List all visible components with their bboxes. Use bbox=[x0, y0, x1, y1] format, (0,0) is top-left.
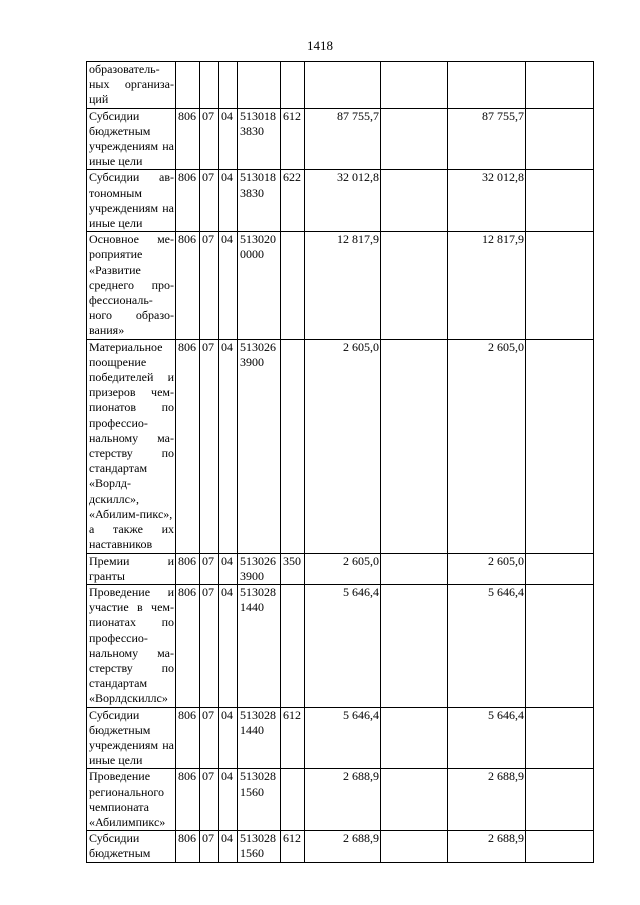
row-name: Проведение и участие в чем-пионатах по профессио-нальному ма-стерству по стандартам «Ворлдскиллс» bbox=[87, 584, 176, 707]
ministry-code: 806 bbox=[176, 170, 200, 232]
amount-total bbox=[305, 62, 381, 109]
article-code: 5130263900 bbox=[238, 553, 281, 584]
section-code: 07 bbox=[200, 170, 219, 232]
subsection-code: 04 bbox=[219, 831, 238, 863]
amount-federal bbox=[381, 831, 448, 863]
subsection-code: 04 bbox=[219, 707, 238, 769]
amount-federal bbox=[381, 170, 448, 232]
amount-federal bbox=[381, 769, 448, 831]
amount-regional: 2 605,0 bbox=[448, 339, 526, 553]
amount-total: 2 605,0 bbox=[305, 339, 381, 553]
amount-other bbox=[526, 170, 594, 232]
section-code: 07 bbox=[200, 584, 219, 707]
amount-other bbox=[526, 553, 594, 584]
section-code: 07 bbox=[200, 553, 219, 584]
ministry-code: 806 bbox=[176, 831, 200, 863]
table-row bbox=[87, 831, 594, 863]
amount-regional: 2 688,9 bbox=[448, 769, 526, 831]
amount-other bbox=[526, 707, 594, 769]
section-code: 07 bbox=[200, 707, 219, 769]
amount-federal bbox=[381, 108, 448, 170]
budget-table bbox=[86, 61, 594, 863]
subsection-code: 04 bbox=[219, 170, 238, 232]
ministry-code: 806 bbox=[176, 553, 200, 584]
section-code: 07 bbox=[200, 831, 219, 863]
expense-code: 612 bbox=[281, 831, 305, 863]
expense-code bbox=[281, 584, 305, 707]
expense-code bbox=[281, 769, 305, 831]
amount-other bbox=[526, 62, 594, 109]
amount-total: 5 646,4 bbox=[305, 707, 381, 769]
amount-regional: 32 012,8 bbox=[448, 170, 526, 232]
table-row bbox=[87, 232, 594, 339]
amount-total: 87 755,7 bbox=[305, 108, 381, 170]
amount-total: 2 688,9 bbox=[305, 831, 381, 863]
expense-code: 612 bbox=[281, 707, 305, 769]
amount-regional: 2 688,9 bbox=[448, 831, 526, 863]
row-name: Субсидии бюджетным bbox=[87, 831, 176, 863]
amount-federal bbox=[381, 707, 448, 769]
expense-code: 622 bbox=[281, 170, 305, 232]
table-row bbox=[87, 769, 594, 831]
expense-code: 612 bbox=[281, 108, 305, 170]
table-body bbox=[87, 62, 594, 863]
amount-regional bbox=[448, 62, 526, 109]
amount-total: 2 605,0 bbox=[305, 553, 381, 584]
article-code: 5130263900 bbox=[238, 339, 281, 553]
amount-total: 2 688,9 bbox=[305, 769, 381, 831]
amount-regional: 5 646,4 bbox=[448, 584, 526, 707]
subsection-code: 04 bbox=[219, 339, 238, 553]
subsection-code: 04 bbox=[219, 232, 238, 339]
section-code bbox=[200, 62, 219, 109]
row-name: Субсидии бюджетным учреждениям на иные цели bbox=[87, 108, 176, 170]
section-code: 07 bbox=[200, 108, 219, 170]
row-name: Субсидии ав-тономным учреждениям на иные цели bbox=[87, 170, 176, 232]
amount-other bbox=[526, 831, 594, 863]
article-code: 5130183830 bbox=[238, 108, 281, 170]
section-code: 07 bbox=[200, 232, 219, 339]
ministry-code: 806 bbox=[176, 584, 200, 707]
table-row bbox=[87, 553, 594, 584]
amount-regional: 2 605,0 bbox=[448, 553, 526, 584]
amount-other bbox=[526, 108, 594, 170]
amount-total: 5 646,4 bbox=[305, 584, 381, 707]
ministry-code: 806 bbox=[176, 769, 200, 831]
amount-regional: 87 755,7 bbox=[448, 108, 526, 170]
expense-code bbox=[281, 232, 305, 339]
table-row bbox=[87, 584, 594, 707]
expense-code bbox=[281, 339, 305, 553]
row-name: Премии и гранты bbox=[87, 553, 176, 584]
amount-total: 32 012,8 bbox=[305, 170, 381, 232]
amount-other bbox=[526, 339, 594, 553]
section-code: 07 bbox=[200, 339, 219, 553]
subsection-code: 04 bbox=[219, 108, 238, 170]
amount-other bbox=[526, 584, 594, 707]
table-row bbox=[87, 108, 594, 170]
subsection-code: 04 bbox=[219, 553, 238, 584]
row-name: Субсидии бюджетным учреждениям на иные цели bbox=[87, 707, 176, 769]
table-row bbox=[87, 339, 594, 553]
amount-federal bbox=[381, 232, 448, 339]
article-code: 5130183830 bbox=[238, 170, 281, 232]
ministry-code: 806 bbox=[176, 108, 200, 170]
amount-federal bbox=[381, 553, 448, 584]
table-row bbox=[87, 707, 594, 769]
subsection-code bbox=[219, 62, 238, 109]
row-name: образователь-ных организа-ций bbox=[87, 62, 176, 109]
amount-federal bbox=[381, 62, 448, 109]
amount-total: 12 817,9 bbox=[305, 232, 381, 339]
table-row bbox=[87, 62, 594, 109]
subsection-code: 04 bbox=[219, 584, 238, 707]
amount-other bbox=[526, 232, 594, 339]
article-code: 5130200000 bbox=[238, 232, 281, 339]
amount-federal bbox=[381, 584, 448, 707]
section-code: 07 bbox=[200, 769, 219, 831]
article-code bbox=[238, 62, 281, 109]
page-number: 1418 bbox=[307, 38, 333, 53]
article-code: 5130281440 bbox=[238, 707, 281, 769]
ministry-code bbox=[176, 62, 200, 109]
amount-federal bbox=[381, 339, 448, 553]
amount-regional: 12 817,9 bbox=[448, 232, 526, 339]
expense-code: 350 bbox=[281, 553, 305, 584]
expense-code bbox=[281, 62, 305, 109]
article-code: 5130281440 bbox=[238, 584, 281, 707]
article-code: 5130281560 bbox=[238, 769, 281, 831]
ministry-code: 806 bbox=[176, 232, 200, 339]
ministry-code: 806 bbox=[176, 339, 200, 553]
subsection-code: 04 bbox=[219, 769, 238, 831]
row-name: Проведение регионального чемпионата «Абилимпикс» bbox=[87, 769, 176, 831]
amount-regional: 5 646,4 bbox=[448, 707, 526, 769]
row-name: Основное ме-роприятие «Развитие среднего про-фессиональ-ного образо-вания» bbox=[87, 232, 176, 339]
article-code: 5130281560 bbox=[238, 831, 281, 863]
amount-other bbox=[526, 769, 594, 831]
row-name: Материальное поощрение победителей и призеров чем-пионатов по профессио-нальному ма-стерству по стандартам «Ворлд-дскиллс», «Абилим-пикс», а также их наставников bbox=[87, 339, 176, 553]
ministry-code: 806 bbox=[176, 707, 200, 769]
table-row bbox=[87, 170, 594, 232]
